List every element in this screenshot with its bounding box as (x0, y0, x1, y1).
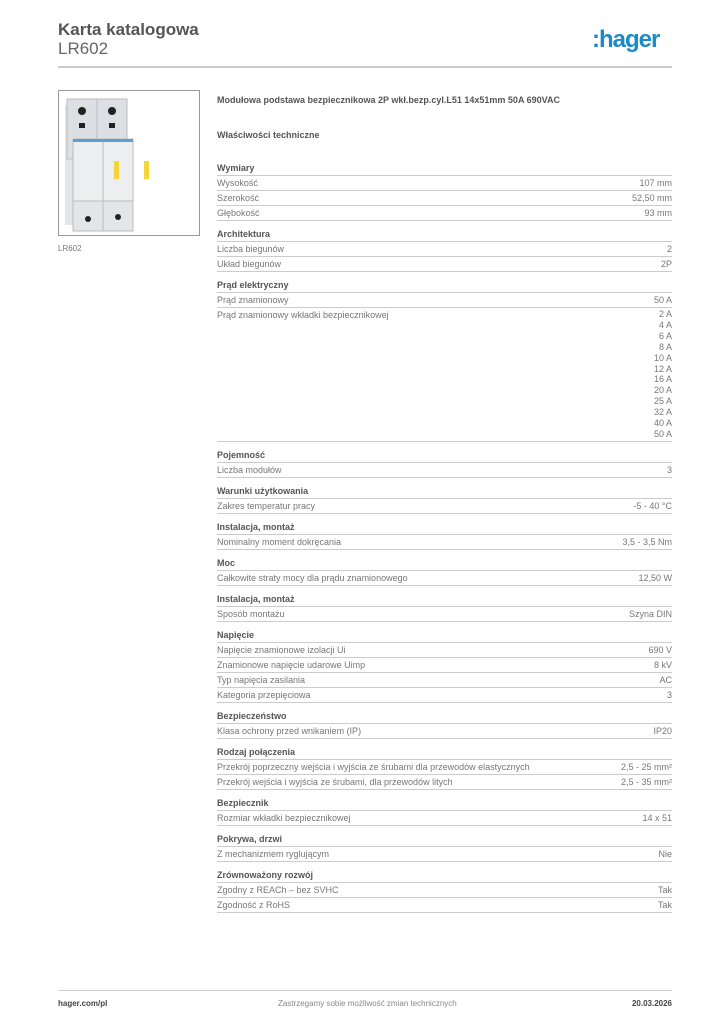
section-title: Moc (217, 558, 672, 571)
spec-values (639, 176, 672, 190)
section-title: Pojemność (217, 450, 672, 463)
spec-row (217, 847, 672, 862)
spec-value: 107 mm (639, 178, 672, 188)
spec-label: Zgodny z REACh – bez SVHC (217, 884, 339, 895)
spec-section (217, 747, 672, 790)
product-image (58, 90, 200, 236)
spec-row (217, 811, 672, 826)
spec-label: Szerokość (217, 193, 260, 203)
section-title: Instalacja, montaż (217, 522, 672, 535)
spec-value: IP20 (653, 725, 672, 736)
spec-row (217, 688, 672, 703)
spec-row (217, 673, 672, 688)
spec-values (638, 571, 672, 585)
spec-values (659, 673, 672, 687)
spec-values (629, 607, 672, 621)
footer-notice: Zastrzegamy sobie możliwość zmian technicznych (278, 999, 457, 1008)
spec-label: Kategoria przepięciowa (217, 689, 311, 700)
spec-label: Z mechanizmem ryglującym (217, 848, 330, 859)
spec-row (217, 242, 672, 257)
spec-values (667, 463, 672, 477)
spec-row (217, 658, 672, 673)
spec-value: Nie (658, 848, 672, 859)
spec-section (217, 870, 672, 913)
spec-row (217, 643, 672, 658)
spec-value: 2,5 - 35 mm² (620, 776, 672, 787)
spec-value: AC (659, 674, 672, 685)
spec-row (217, 535, 672, 550)
section-title: Warunki użytkowania (217, 486, 672, 499)
spec-label: Całkowite straty mocy dla prądu znamionowego (217, 572, 408, 583)
spec-label: Przekrój poprzeczny wejścia i wyjścia ze śrubami dla przewodów elastycznych (217, 761, 530, 772)
spec-values (658, 883, 672, 897)
section-title: Wymiary (217, 163, 672, 176)
spec-label: Zakres temperatur pracy (217, 500, 316, 511)
spec-row (217, 308, 672, 442)
spec-values (667, 242, 672, 256)
spec-value: 16 A (653, 374, 672, 385)
spec-label: Typ napięcia zasilania (217, 674, 306, 685)
spec-value: -5 - 40 °C (633, 500, 672, 511)
spec-row (217, 775, 672, 790)
spec-label: Znamionowe napięcie udarowe Uimp (217, 659, 366, 670)
spec-values (653, 724, 672, 738)
section-title: Bezpiecznik (217, 798, 672, 811)
spec-value: 14 x 51 (642, 812, 672, 823)
spec-content (217, 95, 672, 913)
product-description: Modułowa podstawa bezpiecznikowa 2P wkł.bezp.cyl.L51 14x51mm 50A 690VAC (217, 95, 560, 105)
spec-section (217, 630, 672, 703)
spec-values (644, 206, 672, 220)
spec-label: Głębokość (217, 208, 260, 218)
footer-date: 20.03.2026 (631, 999, 672, 1008)
product-code: LR602 (58, 39, 109, 58)
spec-row (217, 760, 672, 775)
page-title: Karta katalogowa (58, 20, 199, 39)
spec-label: Układ biegunów (217, 259, 282, 269)
section-title: Rodzaj połączenia (217, 747, 672, 760)
spec-value: 10 A (653, 352, 672, 363)
spec-section (217, 711, 672, 739)
spec-row (217, 571, 672, 586)
spec-values (621, 775, 672, 789)
spec-value: 2P (660, 259, 672, 269)
spec-value: 2 A (658, 309, 672, 319)
spec-values (661, 257, 672, 271)
spec-values (658, 898, 672, 912)
spec-row (217, 191, 672, 206)
spec-section (217, 229, 672, 272)
spec-value: 6 A (658, 330, 672, 341)
spec-value: 3,5 - 3,5 Nm (622, 536, 672, 547)
section-title: Zrównoważony rozwój (217, 870, 672, 883)
spec-value: 2,5 - 25 mm² (620, 761, 672, 772)
spec-label: Sposób montażu (217, 608, 285, 619)
spec-values (648, 643, 672, 657)
spec-value: 12 A (653, 363, 672, 374)
spec-label: Wysokość (217, 178, 258, 188)
spec-values (633, 499, 672, 513)
spec-value: 3 (666, 689, 672, 700)
spec-values (654, 658, 672, 672)
spec-value: 93 mm (644, 208, 672, 218)
spec-row (217, 463, 672, 478)
spec-values (622, 535, 672, 549)
spec-section (217, 163, 672, 221)
spec-sections (217, 163, 672, 913)
spec-value: Tak (657, 899, 672, 910)
spec-label: Rozmiar wkładki bezpiecznikowej (217, 812, 351, 823)
spec-value: 20 A (653, 385, 672, 396)
section-title: Architektura (217, 229, 672, 242)
spec-value: 3 (666, 464, 672, 475)
spec-row (217, 257, 672, 272)
spec-label: Prąd znamionowy wkładki bezpiecznikowej (217, 310, 389, 320)
spec-values (632, 191, 672, 205)
spec-value: 4 A (658, 319, 672, 330)
spec-section (217, 486, 672, 514)
spec-section (217, 450, 672, 478)
footer-website[interactable]: hager.com/pl (58, 999, 108, 1008)
spec-section (217, 522, 672, 550)
spec-values (621, 760, 672, 774)
spec-values (642, 811, 672, 825)
spec-section (217, 834, 672, 862)
spec-row (217, 176, 672, 191)
spec-value: 690 V (648, 644, 672, 655)
spec-row (217, 724, 672, 739)
spec-row (217, 206, 672, 221)
hager-logo: :hager (592, 26, 660, 53)
spec-label: Nominalny moment dokręcania (217, 536, 342, 547)
spec-section (217, 798, 672, 826)
spec-value: 40 A (653, 418, 672, 429)
spec-value: 8 kV (653, 659, 672, 670)
spec-section (217, 280, 672, 442)
section-title: Bezpieczeństwo (217, 711, 672, 724)
spec-value: 50 A (653, 428, 672, 439)
spec-label: Zgodność z RoHS (217, 899, 291, 910)
spec-value: 8 A (658, 341, 672, 352)
spec-value: Szyna DIN (628, 608, 672, 619)
product-image-caption: LR602 (58, 244, 82, 253)
spec-values (658, 847, 672, 861)
spec-value: 52,50 mm (631, 193, 672, 203)
spec-row (217, 293, 672, 308)
spec-row (217, 898, 672, 913)
section-title: Instalacja, montaż (217, 594, 672, 607)
spec-value: 50 A (653, 295, 672, 305)
spec-label: Prąd znamionowy (217, 295, 289, 305)
section-title: Pokrywa, drzwi (217, 834, 672, 847)
spec-section (217, 594, 672, 622)
spec-label: Liczba modułów (217, 464, 282, 475)
spec-label: Klasa ochrony przed wnikaniem (IP) (217, 725, 362, 736)
spec-label: Liczba biegunów (217, 244, 285, 254)
section-title: Napięcie (217, 630, 672, 643)
spec-label: Napięcie znamionowe izolacji Ui (217, 644, 346, 655)
spec-values (654, 308, 672, 441)
spec-row (217, 883, 672, 898)
spec-value: 2 (666, 244, 672, 254)
spec-value: 25 A (653, 396, 672, 407)
section-title: Prąd elektryczny (217, 280, 672, 293)
spec-section (217, 558, 672, 586)
spec-label: Przekrój wejścia i wyjścia ze śrubami, dla przewodów litych (217, 776, 453, 787)
spec-value: 12,50 W (638, 572, 672, 583)
spec-values (654, 293, 672, 307)
spec-values (667, 688, 672, 702)
header-divider (58, 66, 672, 68)
spec-value: 32 A (653, 407, 672, 418)
spec-row (217, 607, 672, 622)
spec-row (217, 499, 672, 514)
properties-title: Właściwości techniczne (217, 130, 320, 140)
spec-value: Tak (657, 884, 672, 895)
footer-divider (58, 990, 672, 991)
